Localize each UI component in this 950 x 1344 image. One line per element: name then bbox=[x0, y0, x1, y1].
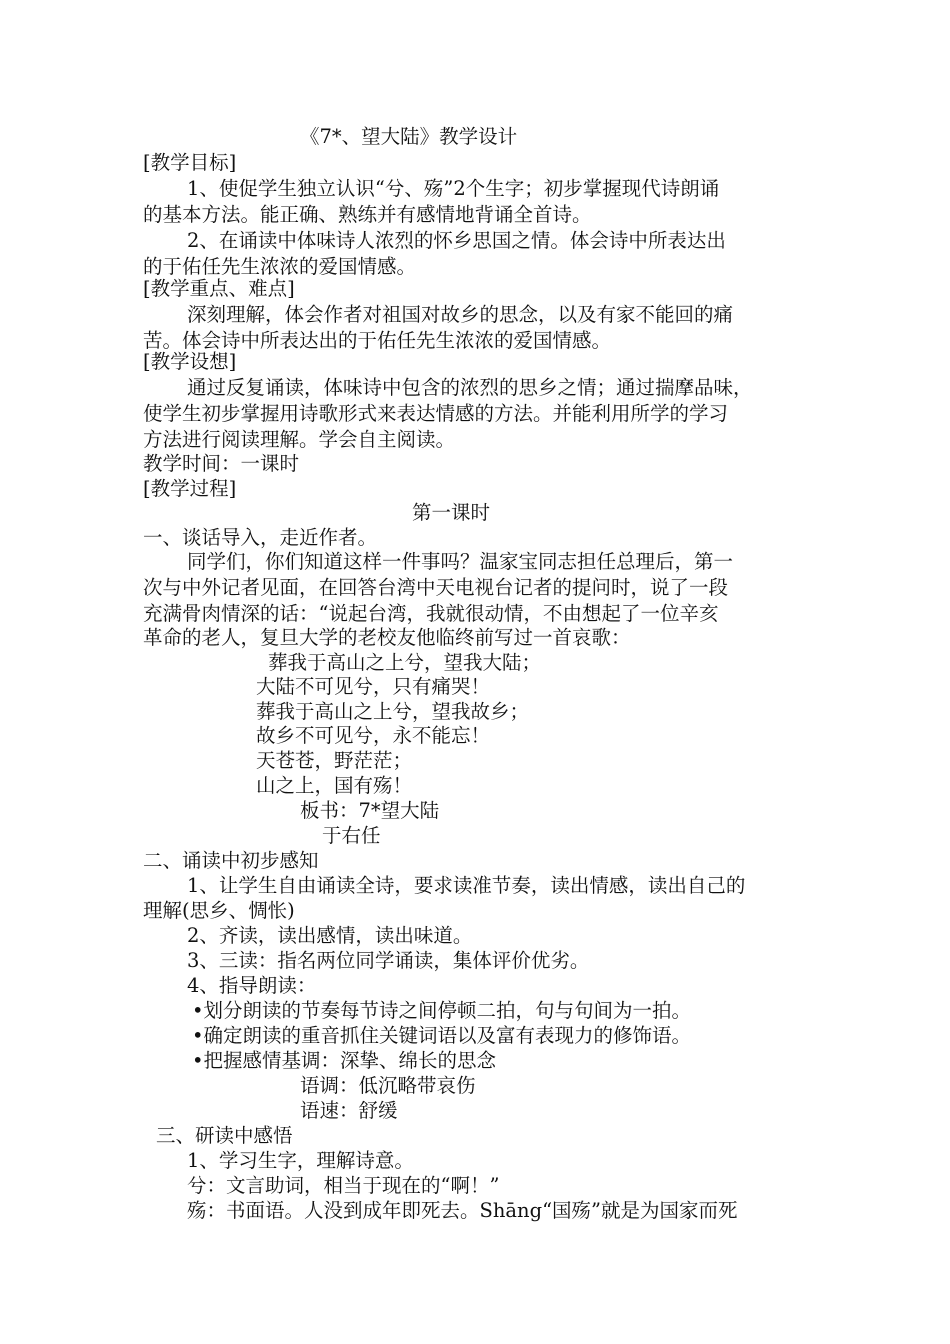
poem-line: 天苍苍，野茫茫； bbox=[256, 749, 413, 772]
paragraph-line: 2、齐读，读出感情，读出味道。 bbox=[187, 924, 473, 947]
paragraph-line: 理解(思乡、惆怅) bbox=[143, 899, 295, 922]
paragraph-line: 苦。体会诗中所表达出的于佑任先生浓浓的爱国情感。 bbox=[143, 329, 612, 352]
paragraph-line: 2、在诵读中体味诗人浓烈的怀乡思国之情。体会诗中所表达出 bbox=[187, 229, 726, 252]
tone-line: 语调：低沉略带哀伤 bbox=[300, 1074, 476, 1097]
paragraph-line: 同学们，你们知道这样一件事吗？温家宝同志担任总理后，第一 bbox=[187, 550, 734, 573]
poem-line: 大陆不可见兮，只有痛哭！ bbox=[256, 675, 491, 698]
paragraph-line: 使学生初步掌握用诗歌形式来表达情感的方法。并能利用所学的学习 bbox=[143, 402, 729, 425]
teaching-time: 教学时间：一课时 bbox=[143, 452, 300, 475]
paragraph-line: 深刻理解，体会作者对祖国对故乡的思念，以及有家不能回的痛 bbox=[187, 303, 734, 326]
lesson-heading: 第一课时 bbox=[412, 501, 491, 524]
bullet-item: •把握感情基调：深挚、绵长的思念 bbox=[192, 1049, 497, 1072]
paragraph-line: 充满骨肉情深的话：“说起台湾，我就很动情，不由想起了一位辛亥 bbox=[143, 602, 719, 625]
paragraph-line: 1、学习生字，理解诗意。 bbox=[187, 1149, 414, 1172]
step-heading-3: 三、研读中感悟 bbox=[156, 1124, 293, 1147]
board-writing-title: 板书：7*望大陆 bbox=[300, 799, 440, 822]
poem-line: 山之上，国有殇！ bbox=[256, 774, 413, 797]
board-writing-author: 于右任 bbox=[322, 824, 381, 847]
step-heading-1: 一、谈话导入，走近作者。 bbox=[143, 526, 378, 549]
tone-line: 语速：舒缓 bbox=[300, 1099, 398, 1122]
bullet-item: •划分朗读的节奏每节诗之间停顿二拍，句与句间为一拍。 bbox=[192, 999, 692, 1022]
paragraph-line: 的于佑任先生浓浓的爱国情感。 bbox=[143, 255, 417, 278]
section-heading-concept: [教学设想] bbox=[143, 350, 237, 373]
paragraph-line: 1、让学生自由诵读全诗，要求读准节奏，读出情感，读出自己的 bbox=[187, 874, 746, 897]
paragraph-line: 通过反复诵读，体味诗中包含的浓烈的思乡之情；通过揣摩品味， bbox=[187, 376, 753, 399]
poem-line: 故乡不可见兮，永不能忘！ bbox=[256, 724, 491, 747]
paragraph-line: 革命的老人，复旦大学的老校友他临终前写过一首哀歌： bbox=[143, 626, 631, 649]
section-heading-key-points: [教学重点、难点] bbox=[143, 277, 295, 300]
paragraph-line: 殇：书面语。人没到成年即死去。Shāng“国殇”就是为国家而死 bbox=[187, 1199, 738, 1222]
section-heading-process: [教学过程] bbox=[143, 477, 237, 500]
section-heading-goals: [教学目标] bbox=[143, 151, 237, 174]
step-heading-2: 二、诵读中初步感知 bbox=[143, 849, 319, 872]
document-title: 《7*、望大陆》教学设计 bbox=[300, 125, 518, 148]
paragraph-line: 4、指导朗读： bbox=[187, 974, 317, 997]
poem-line: 葬我于高山之上兮，望我大陆； bbox=[268, 651, 542, 674]
paragraph-line: 兮：文言助词，相当于现在的“啊！” bbox=[187, 1174, 500, 1197]
paragraph-line: 方法进行阅读理解。学会自主阅读。 bbox=[143, 428, 456, 451]
paragraph-line: 的基本方法。能正确、熟练并有感情地背诵全首诗。 bbox=[143, 203, 592, 226]
paragraph-line: 次与中外记者见面，在回答台湾中天电视台记者的提问时，说了一段 bbox=[143, 576, 729, 599]
poem-line: 葬我于高山之上兮，望我故乡； bbox=[256, 700, 530, 723]
bullet-item: •确定朗读的重音抓住关键词语以及富有表现力的修饰语。 bbox=[192, 1024, 692, 1047]
paragraph-line: 1、使促学生独立认识“兮、殇”2个生字；初步掌握现代诗朗诵 bbox=[187, 177, 720, 200]
paragraph-line: 3、三读：指名两位同学诵读，集体评价优劣。 bbox=[187, 949, 590, 972]
